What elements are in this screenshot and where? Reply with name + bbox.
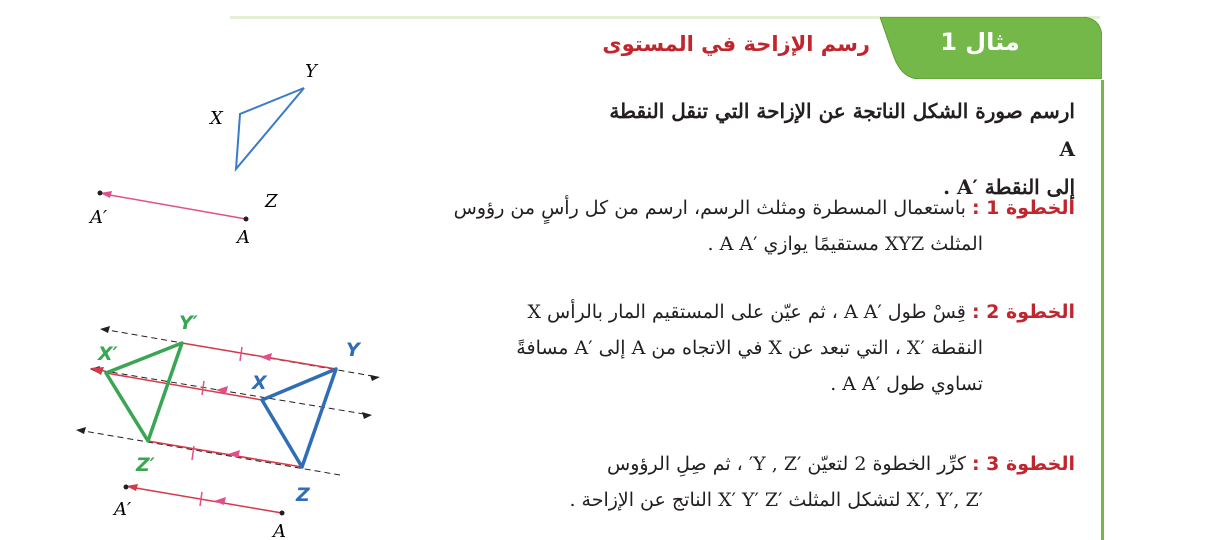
label-a-prime: A′: [90, 207, 108, 228]
tick-4: [200, 492, 202, 506]
intro-line-1: ارسم صورة الشكل الناتجة عن الإزاحة التي تنقل النقطة A: [609, 99, 1075, 161]
vector-z: [148, 441, 302, 467]
vector-y: [182, 343, 336, 369]
step-2: [380, 294, 1075, 402]
figure-original-triangle: [80, 55, 330, 255]
step-2-line-2: النقطة ′X ، التي تبعد عن X في الاتجاه من A إلى ′A مسافةً: [516, 337, 983, 359]
step-2-label: الخطوة 2 :: [971, 301, 1075, 323]
right-rule: [1101, 80, 1104, 540]
example-title: رسم الإزاحة في المستوى: [602, 32, 870, 56]
mark-4: [214, 497, 226, 505]
label-x2: X: [252, 372, 267, 394]
step-1: [330, 190, 1075, 262]
label-a2-prime: A′: [114, 499, 132, 520]
label-y: Y: [305, 61, 317, 82]
dash-arrow-5: [76, 427, 86, 434]
step-3-line-1: كرِّر الخطوة 2 لتعيّن ′Y , Z′ ، ثم صِلِ الرؤوس: [607, 453, 966, 475]
translation-vector: [104, 194, 246, 219]
label-y2: Y: [346, 339, 360, 361]
step-3: [380, 446, 1075, 518]
dash-arrow-2: [370, 375, 380, 381]
dashed-line-z: [78, 430, 340, 475]
dash-arrow-1: [100, 326, 110, 333]
vector-x: [106, 373, 262, 400]
step-2-line-1: قِسْ طول ′A A ، ثم عيّن على المستقيم المار بالرأس X: [527, 301, 966, 323]
example-number: مثال 1: [940, 28, 1020, 56]
triangle-xyz: [236, 88, 304, 169]
intro-line-2: إلى النقطة ′A .: [943, 175, 1075, 199]
dash-arrow-4: [362, 412, 372, 419]
label-z2: Z: [296, 484, 310, 506]
label-x: X: [210, 108, 223, 129]
step-2-line-3: تساوي طول ′A A .: [830, 373, 983, 395]
triangle-original: [262, 369, 336, 467]
step-3-line-2: ′X′, Y′, Z لتشكل المثلث ′X′ Y′ Z الناتج عن الإزاحة .: [569, 489, 983, 511]
step-1-line-2: المثلث XYZ مستقيمًا يوازي ′A A .: [707, 233, 983, 255]
label-a2: A: [273, 521, 286, 540]
intro-text: [600, 92, 1075, 206]
label-z-prime: Z′: [136, 454, 155, 476]
step-1-line-1: باستعمال المسطرة ومثلث الرسم، ارسم من كل رأسٍ من رؤوس: [453, 197, 966, 219]
label-z: Z: [265, 191, 278, 212]
step-1-label: الخطوة 1 :: [971, 197, 1075, 219]
mark-1: [260, 353, 272, 361]
figure-translated-triangle: [70, 305, 390, 540]
point-a-prime: [98, 191, 103, 196]
point-a2: [280, 511, 285, 516]
label-a: A: [237, 227, 250, 248]
point-a: [244, 217, 249, 222]
tick-2: [202, 381, 204, 395]
vector-a: [130, 487, 282, 513]
tick-1: [240, 347, 242, 361]
label-x-prime: X′: [98, 343, 118, 365]
label-y-prime: Y′: [179, 312, 198, 334]
step-3-label: الخطوة 3 :: [971, 453, 1075, 475]
mark-3: [228, 450, 240, 458]
point-a2-prime: [124, 485, 129, 490]
arrowhead-x: [90, 367, 104, 375]
